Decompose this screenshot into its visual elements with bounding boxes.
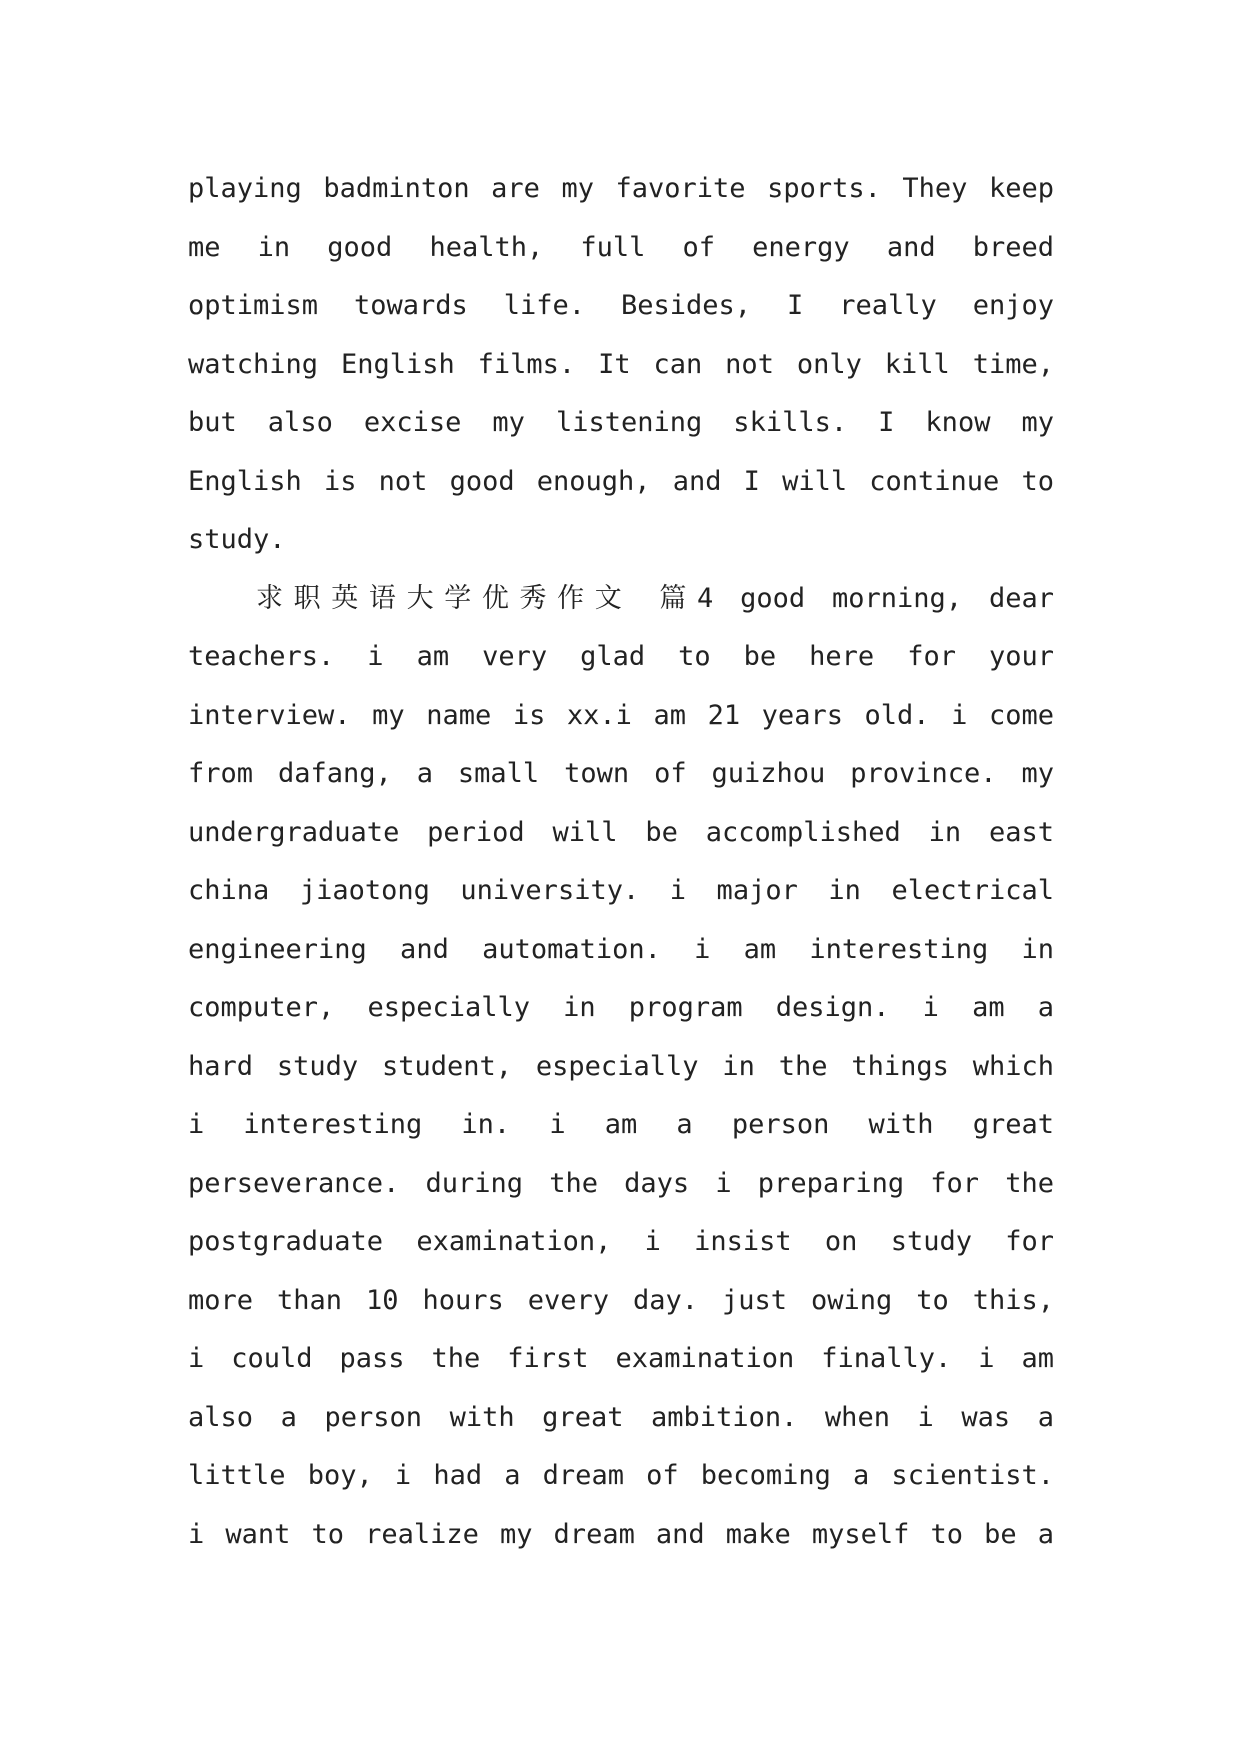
text-line: i interesting in. i am a person with great (188, 1109, 1054, 1140)
text-line: little boy, i had a dream of becoming a scientist. (188, 1460, 1054, 1491)
text-line: from dafang, a small town of guizhou province. my (188, 758, 1054, 789)
text-line: English is not good enough, and I will continue to (188, 465, 1054, 497)
text-line: engineering and automation. i am interesting in (188, 933, 1054, 965)
text-line: more than 10 hours every day. just owing to this, (188, 1284, 1054, 1316)
text-line: perseverance. during the days i preparing for the (188, 1167, 1054, 1199)
text-line: hard study student, especially in the things which (188, 1050, 1054, 1082)
text-line: postgraduate examination, i insist on study for (188, 1226, 1054, 1257)
essay-text (188, 160, 1054, 1564)
text-line: me in good health, full of energy and breed (188, 231, 1054, 263)
text-line: interview. my name is xx.i am 21 years old. i come (188, 699, 1054, 731)
text-line: i could pass the first examination finally. i am (188, 1343, 1054, 1374)
text-line: optimism towards life. Besides, I really enjoy (188, 290, 1054, 321)
text-line: study. (188, 524, 286, 555)
text-line: playing badminton are my favorite sports. They keep (188, 173, 1054, 204)
text-line: i want to realize my dream and make myself to be a (188, 1518, 1054, 1550)
text-line: undergraduate period will be accomplished in east (188, 816, 1054, 848)
section-heading-line: 求职英语大学优秀作文 篇4 good morning, dear (256, 582, 1054, 614)
text-line: but also excise my listening skills. I know my (188, 407, 1054, 438)
text-line: teachers. i am very glad to be here for your (188, 641, 1054, 672)
text-line: china jiaotong university. i major in electrical (188, 875, 1054, 906)
text-line: watching English films. It can not only kill time, (188, 348, 1054, 380)
text-line: computer, especially in program design. i am a (188, 992, 1054, 1023)
text-line: also a person with great ambition. when i was a (188, 1401, 1054, 1433)
